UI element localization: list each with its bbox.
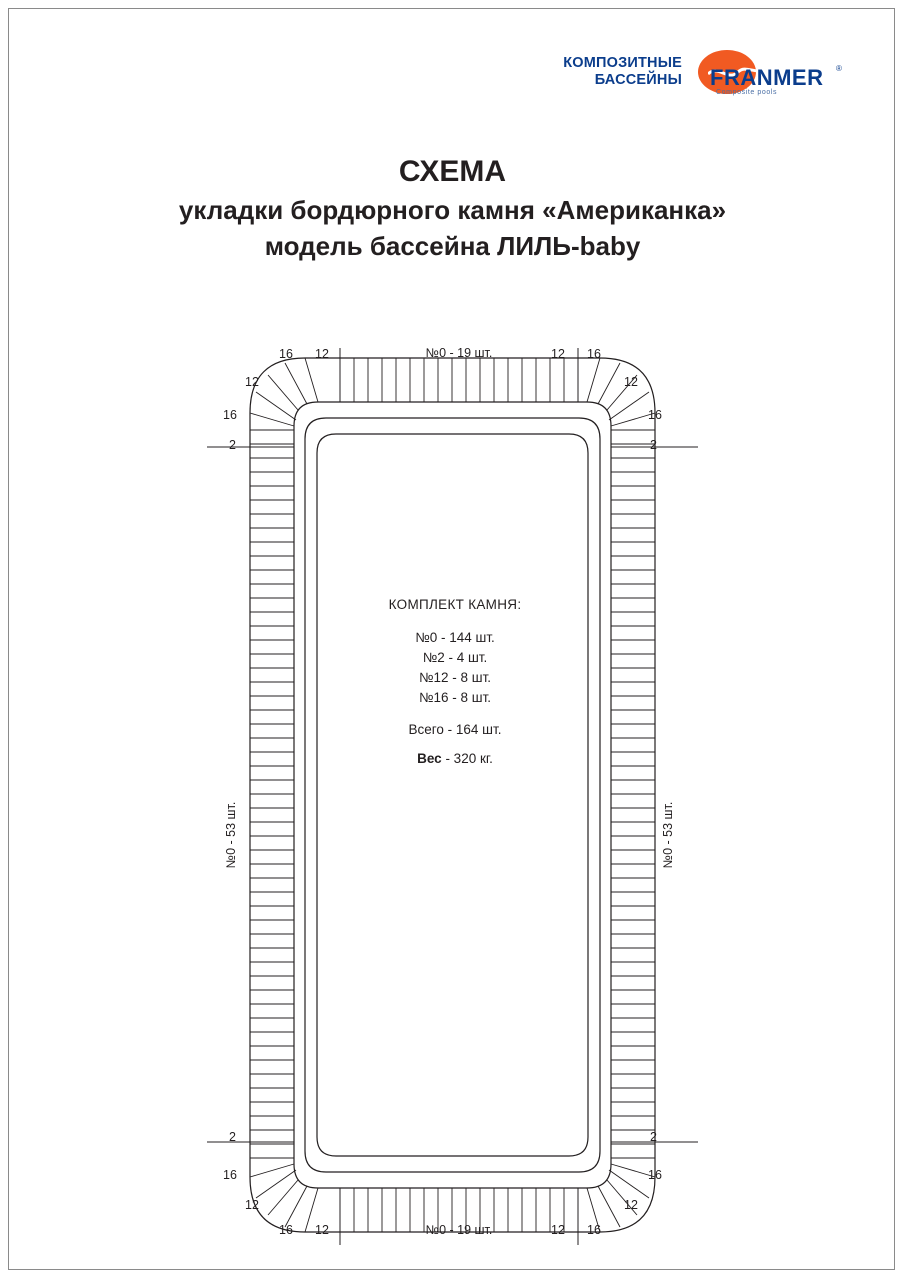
- spec-weight-label: Вес: [417, 751, 442, 766]
- dimension-leader-lines: [207, 348, 698, 1245]
- page-title: [0, 152, 905, 264]
- stone-joints-corner-tl: [250, 358, 318, 426]
- logo-brand-part1: FRAN: [710, 65, 774, 90]
- spec-item-2: №12 - 8 шт.: [418, 670, 492, 685]
- outer-stone-outline: [250, 358, 655, 1232]
- stone-joints-corner-bl: [250, 1164, 318, 1232]
- stone-joints-right: [611, 430, 655, 1158]
- title-line-2: укладки бордюрного камня «Американка»: [178, 195, 727, 225]
- title-line-1: СХЕМА: [398, 155, 507, 188]
- dim-top-right-16: 16: [587, 347, 601, 361]
- dim-corner-tr-2: 2: [650, 438, 657, 452]
- spec-spacer-1: [330, 708, 580, 722]
- dim-corner-bl-16: 16: [223, 1168, 237, 1182]
- spec-weight: [330, 751, 580, 766]
- registered-icon: ®: [836, 64, 842, 73]
- logo-subtitle: Composite pools: [716, 89, 778, 96]
- logo-tagline-ru: [512, 55, 682, 89]
- logo-brand-part2: MER: [773, 65, 824, 90]
- dim-corner-tl-16: 16: [223, 408, 237, 422]
- stone-joints-left: [250, 430, 294, 1158]
- pool-layout-drawing: [0, 330, 905, 1260]
- spec-item-1: №2 - 4 шт.: [422, 650, 488, 665]
- dim-top-left-12: 12: [315, 347, 329, 361]
- spec-item-3: №16 - 8 шт.: [418, 690, 492, 705]
- dim-corner-bl-12: 12: [245, 1198, 259, 1212]
- stone-joints-corner-br: [587, 1164, 655, 1232]
- dim-corner-tr-16: 16: [648, 408, 662, 422]
- dim-bottom-center: №0 - 19 шт.: [425, 1223, 493, 1237]
- dim-top-left-16: 16: [279, 347, 293, 361]
- spec-heading: КОМПЛЕКТ КАМНЯ:: [388, 597, 522, 612]
- pool-water-outline: [317, 434, 588, 1156]
- dim-top-center: №0 - 19 шт.: [425, 346, 493, 360]
- logo-mark: [694, 48, 848, 106]
- dim-bottom-right-12: 12: [551, 1223, 565, 1237]
- spec-weight-value: - 320 кг.: [445, 751, 493, 766]
- dim-corner-tl-12: 12: [245, 375, 259, 389]
- dim-corner-bl-2: 2: [229, 1130, 236, 1144]
- spec-spacer-2: [330, 737, 580, 751]
- dim-corner-tl-2: 2: [229, 438, 236, 452]
- dim-right-side: №0 - 53 шт.: [661, 801, 675, 869]
- dim-corner-tr-12: 12: [624, 375, 638, 389]
- inner-stone-outline: [294, 402, 611, 1188]
- stone-joints-corner-tr: [587, 358, 655, 426]
- logo-tagline-line1: КОМПОЗИТНЫЕ: [563, 55, 682, 71]
- dim-corner-br-16: 16: [648, 1168, 662, 1182]
- spec-item-0: №0 - 144 шт.: [415, 630, 495, 645]
- title-line-3: модель бассейна ЛИЛЬ-baby: [264, 231, 641, 261]
- stone-set-specification: [330, 597, 580, 766]
- logo-brandname: [710, 65, 848, 89]
- dim-left-side: №0 - 53 шт.: [224, 801, 238, 869]
- dim-top-right-12: 12: [551, 347, 565, 361]
- dim-corner-br-2: 2: [650, 1130, 657, 1144]
- franmer-logo: [512, 48, 848, 110]
- dim-bottom-left-12: 12: [315, 1223, 329, 1237]
- dim-bottom-right-16: 16: [587, 1223, 601, 1237]
- logo-tagline-line2: БАССЕЙНЫ: [594, 72, 682, 88]
- spec-total: Всего - 164 шт.: [408, 722, 502, 737]
- stone-joints-top: [340, 358, 578, 402]
- pool-coping-outline: [305, 418, 600, 1172]
- dim-bottom-left-16: 16: [279, 1223, 293, 1237]
- dim-corner-br-12: 12: [624, 1198, 638, 1212]
